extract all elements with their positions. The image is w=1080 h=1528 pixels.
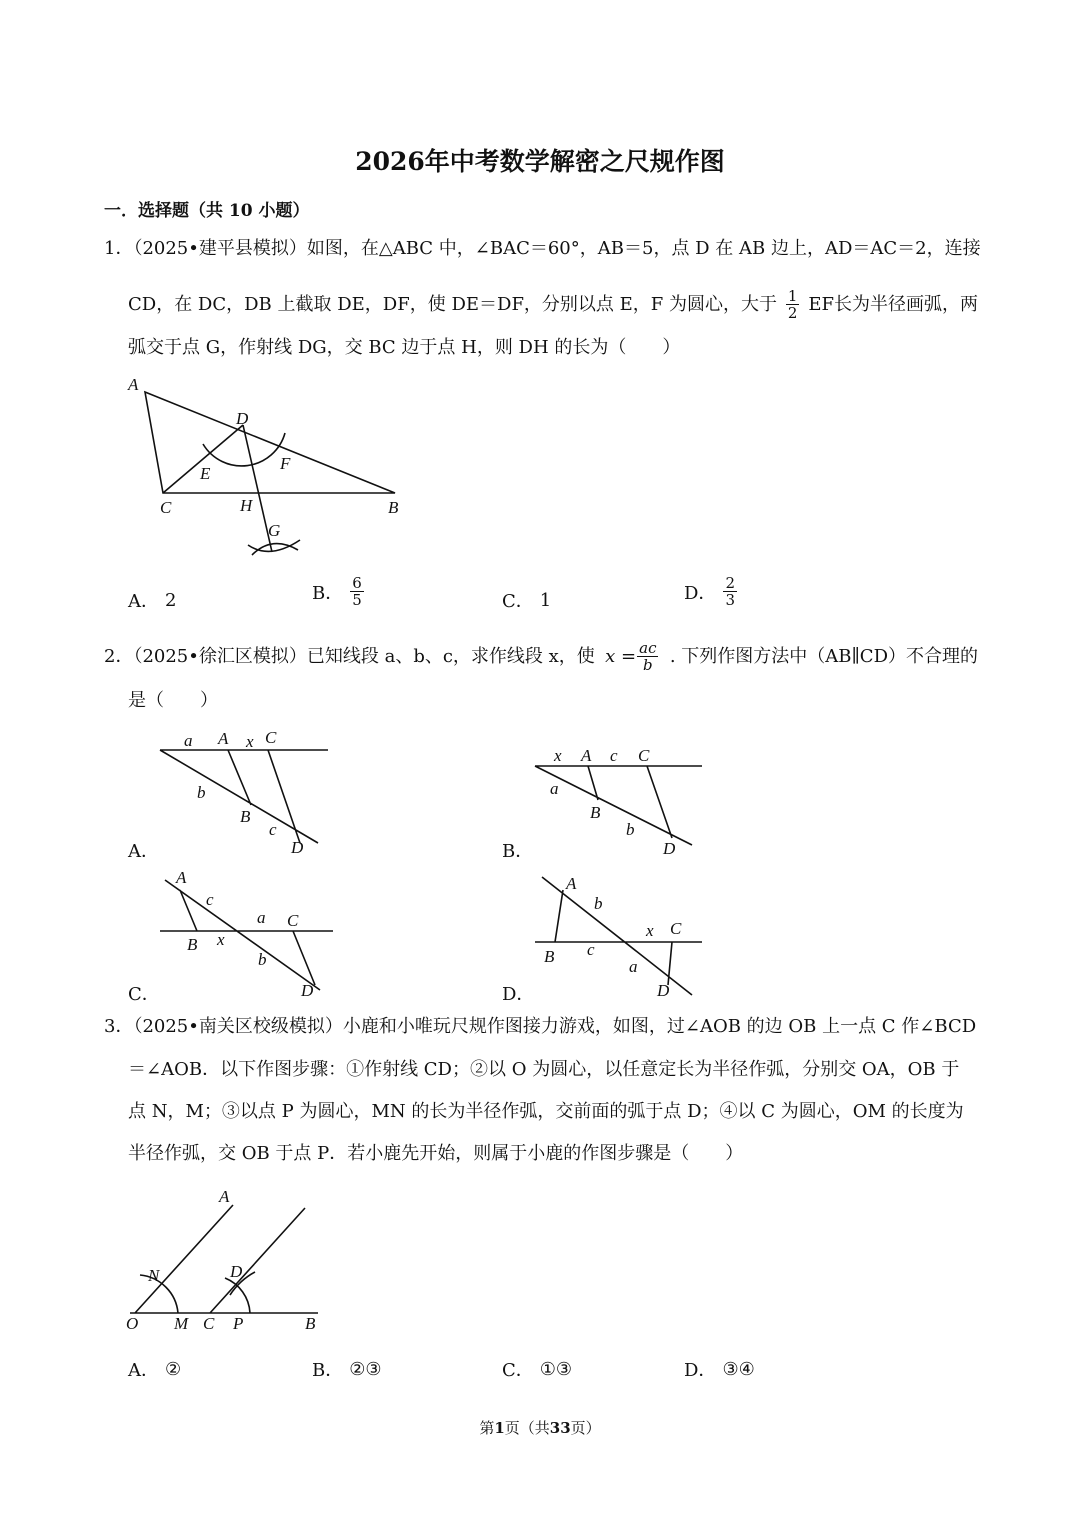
fig-label: c: [269, 820, 277, 839]
fig-label: N: [148, 1266, 160, 1285]
footer-text: 第: [479, 1419, 495, 1437]
fig-label: b: [626, 820, 635, 839]
fig-label: H: [240, 496, 253, 515]
section-heading: 一．选择题（共 10 小题）: [104, 201, 310, 221]
q3-option-d[interactable]: [684, 1356, 755, 1382]
fig-label: B: [187, 935, 198, 954]
fig-label: B: [544, 947, 555, 966]
fig-label: a: [184, 731, 193, 750]
fig-label: c: [206, 890, 214, 909]
fig-label: A: [176, 868, 187, 887]
page-footer: [0, 1417, 1080, 1438]
q2-text: . 下列作图方法中（AB∥CD）不合理的: [669, 645, 978, 667]
q3-line-2: [128, 1058, 978, 1082]
page-number: 1: [494, 1419, 505, 1437]
q3-text: ＝∠AOB．以下作图步骤：①作射线 CD；②以 O 为圆心，以任意定长为半径作弧，分别交 OA，OB 于: [128, 1059, 960, 1080]
q3-text: 点 N，M；③以点 P 为圆心，MN 的长为半径作弧，交前面的弧于点 D；④以 C 为圆心，OM 的长度为: [128, 1101, 964, 1122]
q2-option-d[interactable]: [502, 980, 534, 1006]
fig-label: A: [566, 874, 577, 893]
q1-figure: [127, 375, 399, 555]
fig-label: D: [230, 1262, 243, 1281]
fig-label: D: [301, 981, 314, 1000]
q2-figure-a: [160, 728, 328, 857]
fig-label: a: [550, 779, 559, 798]
option-letter: D．: [684, 582, 717, 604]
fraction-half: [786, 288, 800, 321]
q3-line-4: 半径作弧，交 OB 于点 P．若小鹿先开始，则属于小鹿的作图步骤是（ ）: [128, 1143, 744, 1164]
option-fraction: [723, 575, 737, 608]
q3-option-b[interactable]: [312, 1356, 382, 1382]
fig-label: E: [200, 464, 211, 483]
q1-text: CD，在 DC，DB 上截取 DE，DF，使 DE＝DF，分别以点 E，F 为圆心，大于: [128, 293, 778, 315]
fig-label: D: [291, 838, 304, 857]
fig-label: P: [233, 1314, 244, 1333]
fig-label: B: [240, 807, 251, 826]
fig-label: B: [388, 498, 399, 517]
option-letter: D．: [684, 1360, 717, 1381]
option-letter: C．: [502, 591, 534, 612]
q1-option-d[interactable]: [684, 575, 738, 608]
option-value: 2: [165, 589, 177, 611]
option-value: 1: [539, 589, 552, 611]
formula-fraction: [637, 640, 658, 673]
fig-label: b: [197, 783, 206, 802]
fig-label: C: [638, 746, 650, 765]
frac-den: 2: [787, 304, 798, 322]
option-value: ②③: [349, 1358, 382, 1380]
q1-text: 1．（2025•建平县模拟）如图，在△ABC 中，∠BAC＝60°，AB＝5，点 D 在 AB 边上，AD＝AC＝2，连接: [104, 238, 981, 259]
q3-text: 3．（2025•南关区校级模拟）小鹿和小唯玩尺规作图接力游戏，如图，过∠AOB 的边 OB 上一点 C 作∠BCD: [104, 1016, 977, 1037]
option-letter: B．: [312, 1360, 344, 1381]
q2-option-c[interactable]: [128, 980, 160, 1006]
formula-lhs: x =: [605, 645, 637, 667]
page-title: 2026年中考数学解密之尺规作图: [355, 147, 725, 176]
frac-num: 6: [352, 574, 362, 592]
q2-figure-d: [535, 874, 702, 1000]
fig-label: B: [590, 803, 601, 822]
fig-label: D: [663, 839, 676, 858]
q3-option-a[interactable]: [128, 1356, 181, 1382]
option-letter: C．: [502, 1360, 534, 1381]
fig-label: c: [610, 746, 618, 765]
frac-num: ac: [639, 639, 657, 657]
q1-line-2: [128, 288, 978, 321]
q2-figure-c: [160, 868, 333, 1000]
fig-label: c: [587, 940, 595, 959]
option-fraction: [350, 575, 364, 608]
fig-label: x: [646, 921, 654, 940]
q1-option-a[interactable]: [128, 587, 176, 613]
frac-num: 1: [787, 287, 798, 305]
q1-text: EF长为半径画弧，两: [808, 293, 978, 315]
q1-option-b[interactable]: [312, 575, 365, 608]
fig-label: x: [217, 930, 225, 949]
footer-text: 页（共: [504, 1419, 550, 1437]
q2-text: 2．（2025•徐汇区模拟）已知线段 a、b、c，求作线段 x，使: [104, 645, 595, 667]
frac-den: b: [642, 656, 653, 674]
q1-line-3: 弧交于点 G，作射线 DG，交 BC 边于点 H，则 DH 的长为（ ）: [128, 337, 681, 358]
fig-label: a: [257, 908, 266, 927]
q1-option-c[interactable]: [502, 587, 551, 613]
option-letter: A．: [128, 841, 159, 862]
option-letter: A．: [128, 1360, 159, 1381]
option-value: ②: [165, 1358, 182, 1380]
option-letter: A．: [128, 591, 159, 612]
fig-label: O: [126, 1314, 139, 1333]
q3-option-c[interactable]: [502, 1356, 572, 1382]
frac-num: 2: [725, 574, 735, 592]
fig-label: b: [258, 950, 267, 969]
fig-label: C: [670, 919, 682, 938]
fig-label: b: [594, 894, 603, 913]
q2-line-1: [104, 640, 978, 673]
fig-label: x: [554, 746, 562, 765]
frac-den: 5: [352, 591, 362, 609]
q3-line-3: [128, 1100, 978, 1124]
q2-option-b[interactable]: [502, 837, 533, 863]
q2-figure-b: [535, 746, 702, 858]
fig-label: x: [246, 732, 254, 751]
fig-label: A: [219, 1187, 230, 1206]
frac-den: 3: [725, 591, 735, 609]
option-letter: D．: [502, 984, 535, 1005]
fig-label: C: [203, 1314, 215, 1333]
fig-label: G: [268, 521, 281, 540]
fig-label: C: [287, 911, 299, 930]
option-letter: C．: [128, 984, 160, 1005]
q3-line-1: [104, 1015, 978, 1039]
fig-label: M: [174, 1314, 189, 1333]
fig-label: B: [305, 1314, 316, 1333]
fig-label: D: [657, 981, 670, 1000]
option-value: ①③: [539, 1358, 573, 1380]
fig-label: A: [218, 729, 229, 748]
q3-figure: [126, 1187, 318, 1333]
q2-line-2: 是（ ）: [128, 690, 218, 711]
formula: [605, 640, 659, 673]
fig-label: a: [629, 957, 638, 976]
total-pages: 33: [549, 1419, 571, 1437]
option-letter: B．: [312, 582, 344, 604]
fig-label: A: [581, 746, 592, 765]
fig-label: C: [160, 498, 172, 517]
fig-label: F: [280, 454, 291, 473]
option-value: ③④: [722, 1358, 755, 1380]
q1-line-1: [104, 237, 981, 261]
fig-label: C: [265, 728, 277, 747]
option-letter: B．: [502, 841, 534, 862]
fig-label: A: [128, 375, 139, 394]
fig-label: D: [236, 409, 249, 428]
footer-text: 页）: [570, 1419, 601, 1437]
q2-option-a[interactable]: [128, 837, 159, 863]
